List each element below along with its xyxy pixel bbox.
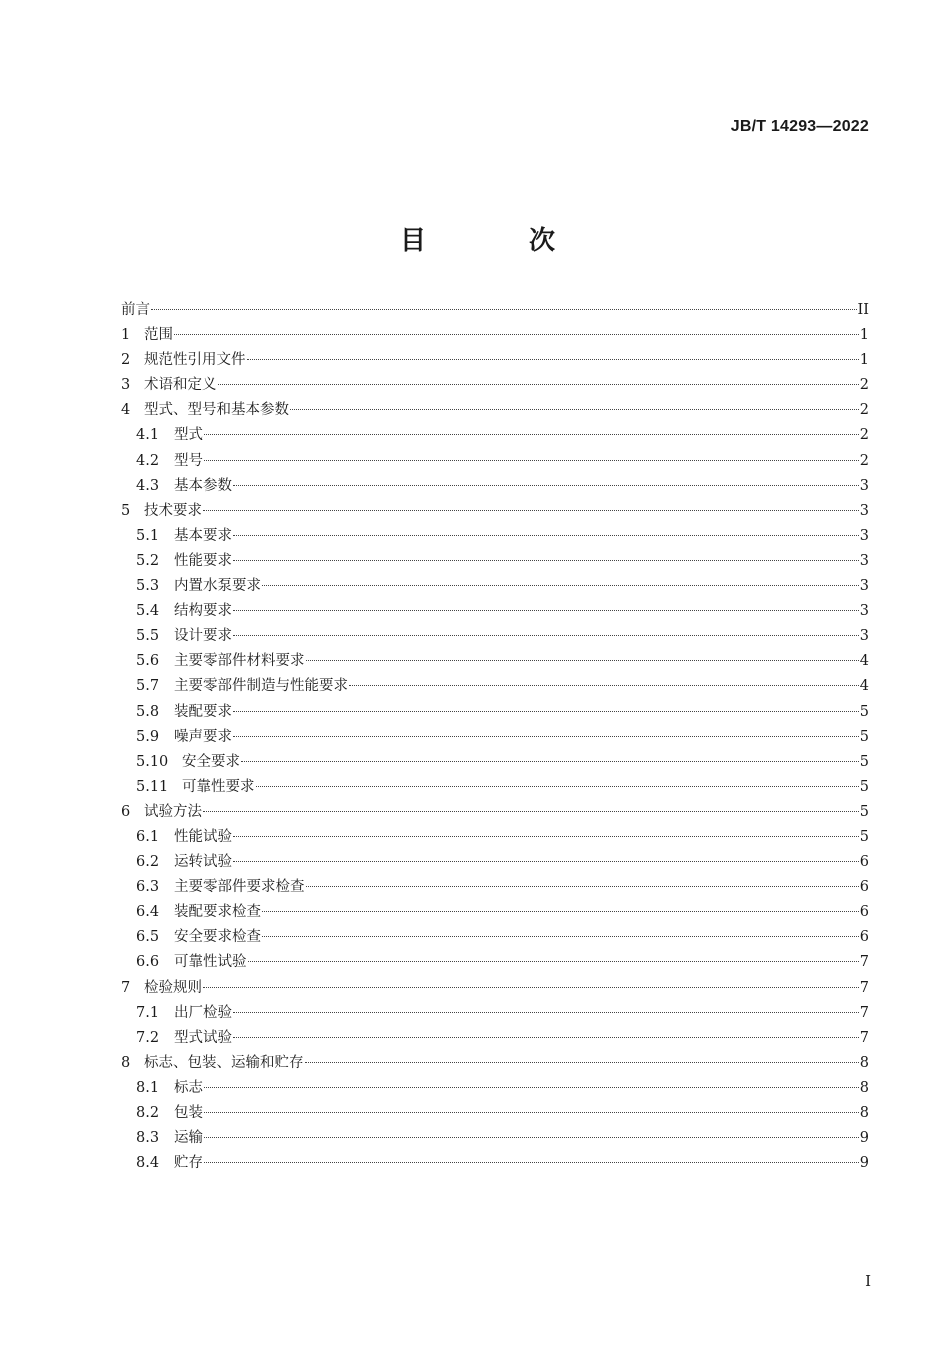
toc-entry-number: 7.1 — [136, 1004, 160, 1021]
toc-entry[interactable] — [121, 1151, 869, 1176]
toc-entry[interactable] — [121, 850, 869, 875]
toc-dot-leader — [204, 1112, 859, 1113]
toc-entry-number: 6.2 — [136, 854, 160, 871]
toc-entry-title: 主要零部件制造与性能要求 — [174, 678, 348, 695]
toc-entry-title: 型式 — [174, 427, 203, 444]
toc-entry[interactable] — [121, 524, 869, 549]
toc-entry-number: 5.2 — [136, 552, 160, 569]
toc-entry[interactable] — [121, 950, 869, 975]
toc-entry-number: 6.5 — [136, 929, 160, 946]
toc-dot-leader — [204, 1162, 859, 1163]
toc-entry[interactable] — [121, 298, 869, 323]
toc-entry-page: 5 — [859, 803, 869, 820]
toc-entry-title: 安全要求检查 — [174, 929, 261, 946]
toc-entry-page: 7 — [859, 979, 869, 996]
toc-entry-number: 2 — [121, 352, 131, 369]
toc-entry-title: 内置水泵要求 — [174, 578, 261, 595]
page-number: I — [865, 1272, 871, 1290]
toc-dot-leader — [262, 911, 859, 912]
toc-entry[interactable] — [121, 549, 869, 574]
toc-entry-title: 结构要求 — [174, 603, 232, 620]
toc-entry-title: 主要零部件材料要求 — [174, 653, 305, 670]
toc-entry-page: 3 — [859, 603, 869, 620]
toc-entry-number: 6.3 — [136, 879, 160, 896]
toc-entry[interactable] — [121, 1101, 869, 1126]
toc-entry-title: 术语和定义 — [144, 377, 217, 394]
toc-entry-page: 8 — [859, 1079, 869, 1096]
toc-entry-number: 4.2 — [136, 452, 160, 469]
toc-entry[interactable] — [121, 1001, 869, 1026]
toc-entry-page: 2 — [859, 427, 869, 444]
toc-dot-leader — [204, 1087, 859, 1088]
toc-entry-page: 8 — [859, 1054, 869, 1071]
toc-entry-page: 5 — [859, 703, 869, 720]
toc-entry-title: 技术要求 — [144, 502, 202, 519]
toc-entry-title: 型式试验 — [174, 1029, 232, 1046]
toc-entry-page: 8 — [859, 1105, 869, 1121]
toc-entry-title: 装配要求 — [174, 703, 232, 720]
standard-code: JB/T 14293—2022 — [730, 118, 869, 135]
toc-entry-title: 装配要求检查 — [174, 904, 261, 921]
toc-entry-title: 型号 — [174, 452, 203, 469]
toc-entry-title: 试验方法 — [144, 803, 202, 820]
toc-entry[interactable] — [121, 825, 869, 850]
toc-entry-page: 3 — [859, 502, 869, 519]
toc-entry-title: 基本要求 — [174, 527, 232, 544]
toc-entry-number: 5.9 — [136, 728, 160, 745]
toc-dot-leader — [174, 334, 859, 335]
toc-entry[interactable] — [121, 624, 869, 649]
toc-entry[interactable] — [121, 1076, 869, 1101]
toc-entry-title: 前言 — [121, 302, 150, 318]
toc-dot-leader — [262, 585, 859, 586]
toc-entry-title: 型式、型号和基本参数 — [144, 402, 289, 419]
toc-entry-title: 噪声要求 — [174, 728, 232, 745]
toc-dot-leader — [247, 359, 859, 360]
toc-entry-page: 6 — [859, 854, 869, 871]
toc-entry-title: 运转试验 — [174, 854, 232, 871]
toc-entry-number: 6.4 — [136, 904, 160, 921]
toc-entry-title: 可靠性试验 — [174, 954, 247, 971]
toc-entry[interactable] — [121, 474, 869, 499]
toc-dot-leader — [233, 1012, 859, 1013]
toc-entry-title: 检验规则 — [144, 979, 202, 996]
toc-entry[interactable] — [121, 649, 869, 674]
toc-dot-leader — [349, 685, 859, 686]
toc-entry-page: 2 — [859, 452, 869, 469]
toc-dot-leader — [233, 736, 859, 737]
toc-entry-number: 7.2 — [136, 1029, 160, 1046]
toc-entry-number: 4.1 — [136, 427, 160, 444]
toc-entry-page: 3 — [859, 578, 869, 595]
toc-entry-title: 贮存 — [174, 1155, 203, 1172]
toc-entry[interactable] — [121, 323, 869, 348]
toc-entry-page: II — [857, 302, 869, 318]
toc-entry-number: 5.5 — [136, 628, 160, 645]
toc-entry[interactable] — [121, 875, 869, 900]
toc-entry-number: 6.6 — [136, 954, 160, 971]
toc-entry-title: 性能试验 — [174, 828, 232, 845]
toc-dot-leader — [233, 635, 859, 636]
toc-dot-leader — [305, 1062, 859, 1063]
toc-dot-leader — [151, 309, 857, 310]
toc-entry-page: 7 — [859, 1029, 869, 1046]
toc-entry-title: 主要零部件要求检查 — [174, 879, 305, 896]
toc-dot-leader — [233, 560, 859, 561]
toc-dot-leader — [256, 786, 859, 787]
toc-dot-leader — [306, 660, 859, 661]
toc-dot-leader — [203, 811, 859, 812]
toc-entry-page: 6 — [859, 929, 869, 946]
toc-entry-page: 3 — [859, 477, 869, 494]
toc-entry-number: 6.1 — [136, 828, 160, 845]
toc-dot-leader — [306, 886, 859, 887]
toc-entry-number: 5.1 — [136, 527, 160, 544]
toc-entry-title: 标志、包装、运输和贮存 — [144, 1054, 304, 1071]
page-title: 目 次 — [399, 226, 603, 256]
toc-entry-page: 4 — [859, 678, 869, 695]
toc-entry-page: 2 — [859, 377, 869, 394]
toc-entry[interactable] — [121, 700, 869, 725]
toc-entry-title: 性能要求 — [174, 552, 232, 569]
toc-entry[interactable] — [121, 925, 869, 950]
toc-entry-number: 5.6 — [136, 653, 160, 670]
toc-dot-leader — [204, 1137, 859, 1138]
toc-entry-page: 9 — [859, 1130, 869, 1147]
toc-entry-page: 4 — [859, 653, 869, 670]
toc-entry[interactable] — [121, 775, 869, 800]
toc-dot-leader — [233, 836, 859, 837]
toc-dot-leader — [233, 485, 859, 486]
toc-entry[interactable] — [121, 348, 869, 373]
toc-dot-leader — [203, 510, 859, 511]
toc-entry-number: 5.7 — [136, 678, 160, 695]
toc-entry-page: 3 — [859, 628, 869, 645]
toc-dot-leader — [248, 961, 859, 962]
toc-entry-title: 可靠性要求 — [182, 778, 255, 795]
toc-entry-title: 包装 — [174, 1105, 203, 1121]
toc-dot-leader — [233, 1037, 859, 1038]
toc-entry-page: 5 — [859, 828, 869, 845]
toc-entry-page: 5 — [859, 728, 869, 745]
toc-dot-leader — [204, 460, 859, 461]
toc-dot-leader — [233, 861, 859, 862]
toc-entry[interactable] — [121, 750, 869, 775]
toc-entry-number: 5.4 — [136, 603, 160, 620]
toc-entry-title: 标志 — [174, 1079, 203, 1096]
toc-entry-number: 5.3 — [136, 578, 160, 595]
toc-entry[interactable] — [121, 800, 869, 825]
toc-entry-number: 5 — [121, 502, 131, 519]
toc-dot-leader — [233, 610, 859, 611]
toc-entry-number: 8 — [121, 1054, 131, 1071]
toc-dot-leader — [218, 384, 859, 385]
toc-entry[interactable] — [121, 1026, 869, 1051]
toc-entry-page: 2 — [859, 402, 869, 419]
toc-entry-page: 3 — [859, 527, 869, 544]
toc-entry[interactable] — [121, 574, 869, 599]
toc-entry-title: 设计要求 — [174, 628, 232, 645]
toc-entry[interactable] — [121, 725, 869, 750]
toc-entry-number: 8.4 — [136, 1155, 160, 1172]
toc-entry[interactable] — [121, 900, 869, 925]
toc-entry-page: 5 — [859, 778, 869, 795]
toc-entry-number: 8.2 — [136, 1105, 160, 1121]
toc-entry-number: 8.3 — [136, 1130, 160, 1147]
toc-entry[interactable] — [121, 499, 869, 524]
toc-entry[interactable] — [121, 398, 869, 423]
toc-entry-title: 出厂检验 — [174, 1004, 232, 1021]
toc-entry-page: 5 — [859, 753, 869, 770]
toc-entry-number: 6 — [121, 803, 131, 820]
toc-dot-leader — [233, 535, 859, 536]
toc-entry-title: 范围 — [144, 327, 173, 344]
toc-entry-number: 5.10 — [136, 753, 169, 770]
toc-entry-title: 运输 — [174, 1130, 203, 1147]
toc-entry-page: 1 — [859, 352, 869, 369]
toc-dot-leader — [262, 936, 859, 937]
toc-entry-page: 1 — [859, 327, 869, 344]
toc-entry-page: 3 — [859, 552, 869, 569]
toc-entry-title: 规范性引用文件 — [144, 352, 246, 369]
toc-entry-page: 7 — [859, 954, 869, 971]
toc-entry-number: 8.1 — [136, 1079, 160, 1096]
toc-entry-number: 7 — [121, 979, 131, 996]
toc-entry[interactable] — [121, 599, 869, 624]
toc-entry-number: 5.8 — [136, 703, 160, 720]
toc-dot-leader — [204, 434, 859, 435]
toc-entry-number: 3 — [121, 377, 131, 394]
toc-entry-page: 6 — [859, 904, 869, 921]
toc-entry[interactable] — [121, 674, 869, 699]
toc-entry-page: 7 — [859, 1004, 869, 1021]
toc-entry-title: 安全要求 — [182, 753, 240, 770]
toc-entry-title: 基本参数 — [174, 477, 232, 494]
table-of-contents — [121, 298, 869, 1176]
toc-entry-number: 4 — [121, 402, 131, 419]
toc-entry[interactable] — [121, 373, 869, 398]
toc-entry-number: 1 — [121, 327, 131, 344]
toc-entry-number: 5.11 — [136, 778, 169, 795]
toc-entry-page: 6 — [859, 879, 869, 896]
toc-dot-leader — [203, 987, 859, 988]
toc-dot-leader — [233, 711, 859, 712]
toc-entry-page: 9 — [859, 1155, 869, 1172]
toc-dot-leader — [241, 761, 859, 762]
toc-entry[interactable] — [121, 1051, 869, 1076]
toc-entry[interactable] — [121, 976, 869, 1001]
toc-entry[interactable] — [121, 423, 869, 448]
toc-entry[interactable] — [121, 1126, 869, 1151]
toc-entry-number: 4.3 — [136, 477, 160, 494]
toc-entry[interactable] — [121, 449, 869, 474]
toc-dot-leader — [290, 409, 859, 410]
